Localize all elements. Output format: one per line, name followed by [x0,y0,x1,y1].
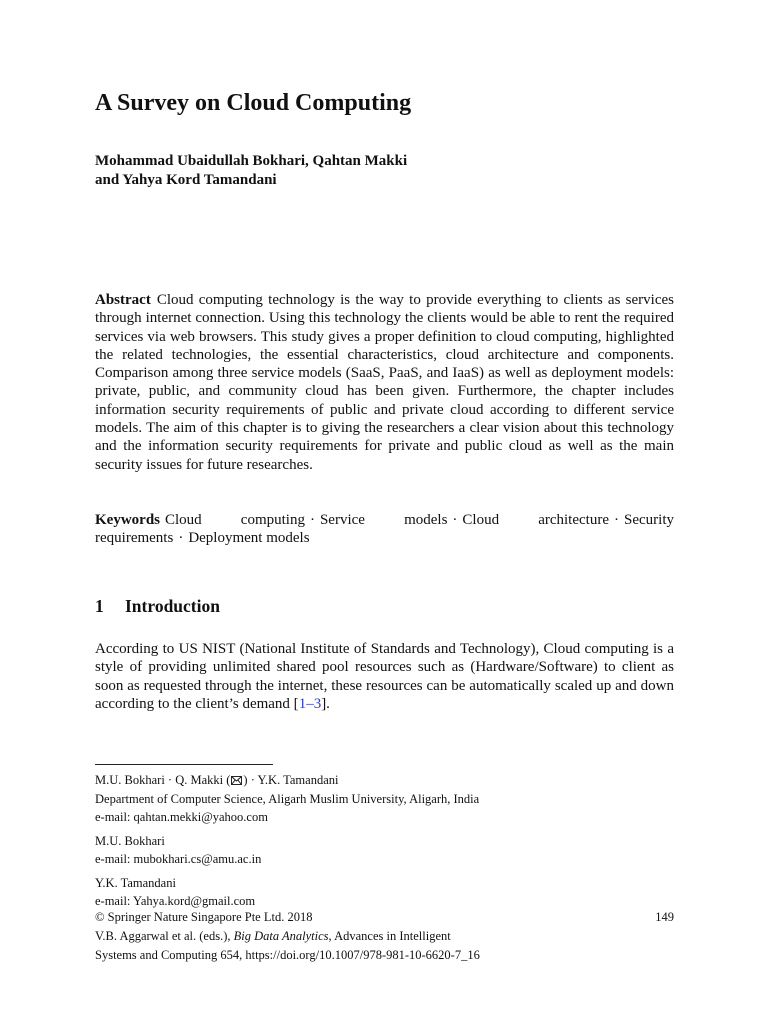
citation-line [95,927,674,946]
affiliation-name: Y.K. Tamandani [95,875,176,890]
affiliation-authors-start: M.U. Bokhari · Q. Makki ( [95,773,231,787]
affiliation-authors-end: ) · Y.K. Tamandani [243,773,339,787]
keyword-separator: · [452,512,458,528]
abstract [95,291,674,474]
citation-link[interactable]: 1–3 [298,695,322,712]
affiliation-department: Department of Computer Science, Aligarh Muslim University, Aligarh, India [95,791,480,806]
envelope-icon [231,776,242,785]
keyword-item: Deployment models [188,530,310,547]
keyword-item: Cloud architecture [462,512,609,528]
introduction-paragraph [95,640,674,713]
intro-text-end: ]. [321,695,330,712]
affiliation-email: e-mail: qahtan.mekki@yahoo.com [95,810,268,824]
section-title: Introduction [125,596,220,616]
keyword-item: Cloud computing [165,512,305,528]
affiliation-name: M.U. Bokhari [95,833,165,848]
intro-text: According to US NIST (National Institute of Standards and Technology), Cloud computing is a style of providing unlimited shared pool resources such as (Hardware/Software) to client as soon as requested through the internet, these resources can be automatically scaled up and down according to the client’s demand [ [95,641,674,712]
abstract-text: Cloud computing technology is the way to provide everything to clients as services through internet connection. Using this technology the clients would be able to rent the required services via web browsers. This study gives a proper definition to cloud computing, highlighted the related technologies, the essential characteristics, cloud architecture and components. Comparison among three service models (SaaS, PaaS, and IaaS) as well as deployment models: private, public, and community cloud has been given. Furthermore, the chapter includes information security requirements of public and private cloud according to different service models. The aim of this chapter is to giving the researchers a clear vision about this technology and the information security requirements for private and public cloud as well as the main security issues for future researches. [95,292,674,473]
copyright-notice [95,908,674,965]
citation-series: , Advances in Intelligent [328,929,451,943]
affiliation-email: e-mail: mubokhari.cs@amu.ac.in [95,852,262,866]
keyword-separator: · [614,512,619,528]
author-list [95,152,407,190]
affiliation-block [95,771,674,827]
keyword-item: Service models [319,512,448,528]
keywords-label: Keywords [95,512,160,528]
doi-line: Systems and Computing 654, https://doi.org/10.1007/978-981-10-6620-7_16 [95,948,480,962]
abstract-label: Abstract [95,292,151,308]
page-number: 149 [655,910,674,924]
footnote-divider [95,764,273,765]
affiliation-email: e-mail: Yahya.kord@gmail.com [95,894,256,908]
affiliation-block [95,832,674,869]
citation-editors: V.B. Aggarwal et al. (eds.), [95,929,234,943]
keyword-item: Security requirements [95,512,674,547]
section-heading [95,595,220,617]
keywords [95,511,674,548]
author-line-2: and Yahya Kord Tamandani [95,172,277,188]
keyword-separator: · [309,512,315,528]
section-number: 1 [95,596,104,616]
paper-title: A Survey on Cloud Computing [95,90,412,116]
affiliation-authors [95,771,674,790]
copyright-line: © Springer Nature Singapore Pte Ltd. 2018 [95,910,313,924]
affiliation-block [95,874,674,911]
keyword-separator: · [178,530,184,547]
author-line-1: Mohammad Ubaidullah Bokhari, Qahtan Makki [95,153,408,169]
citation-book-title: Big Data Analytics [233,929,329,943]
author-affiliations [95,771,674,916]
